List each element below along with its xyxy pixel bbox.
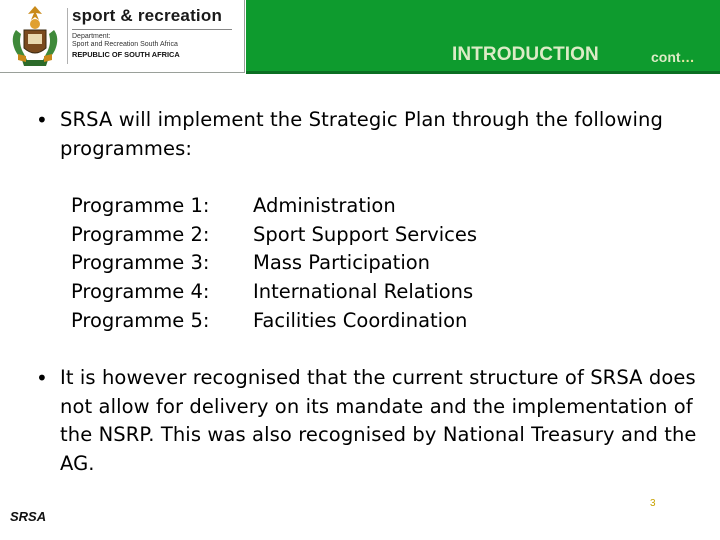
programme-label: Programme 5: bbox=[71, 308, 210, 332]
slide-title-suffix bbox=[651, 49, 695, 65]
programme-label: Programme 3: bbox=[71, 251, 210, 275]
programme-label: Programme 2: bbox=[71, 222, 210, 246]
logo-text-block bbox=[72, 6, 232, 60]
country-name: REPUBLIC OF SOUTH AFRICA bbox=[72, 49, 180, 59]
brand-name: sport & recreation bbox=[72, 6, 223, 25]
title-dots: … bbox=[680, 49, 695, 65]
bullet-icon: • bbox=[36, 366, 48, 390]
programme-name: Mass Participation bbox=[253, 251, 431, 275]
department-name: Sport and Recreation South Africa bbox=[72, 41, 178, 49]
logo-divider bbox=[67, 8, 68, 64]
list-item bbox=[71, 278, 477, 307]
list-item bbox=[71, 192, 477, 221]
logo-panel bbox=[0, 0, 245, 73]
bullet-text-strategic-plan: SRSA will implement the Strategic Plan through the following programmes: bbox=[60, 108, 663, 160]
list-item bbox=[71, 221, 477, 250]
department-label: Department: bbox=[72, 33, 111, 40]
list-item bbox=[71, 249, 477, 278]
brand-rule bbox=[72, 29, 232, 30]
programme-name: Facilities Coordination bbox=[253, 308, 468, 332]
bullet-text-structure: It is however recognised that the current structure of SRSA does not allow for delivery on its mandate and the implementation of the NSRP. This was also recognised by National Treasury and the AG. bbox=[60, 366, 697, 475]
programme-label: Programme 1: bbox=[71, 194, 210, 217]
programme-list bbox=[71, 192, 477, 335]
coat-of-arms-icon bbox=[6, 4, 64, 68]
programme-label: Programme 4: bbox=[71, 280, 210, 304]
page-number: 3 bbox=[650, 498, 656, 509]
footer-org-label: SRSA bbox=[10, 509, 47, 524]
programme-name: Administration bbox=[253, 194, 396, 217]
bullet-icon: • bbox=[36, 108, 48, 132]
list-item bbox=[71, 307, 477, 336]
programme-name: International Relations bbox=[253, 280, 474, 304]
programme-name: Sport Support Services bbox=[253, 222, 478, 246]
slide-title: INTRODUCTION bbox=[452, 44, 599, 65]
title-suffix-text: cont bbox=[651, 49, 681, 65]
